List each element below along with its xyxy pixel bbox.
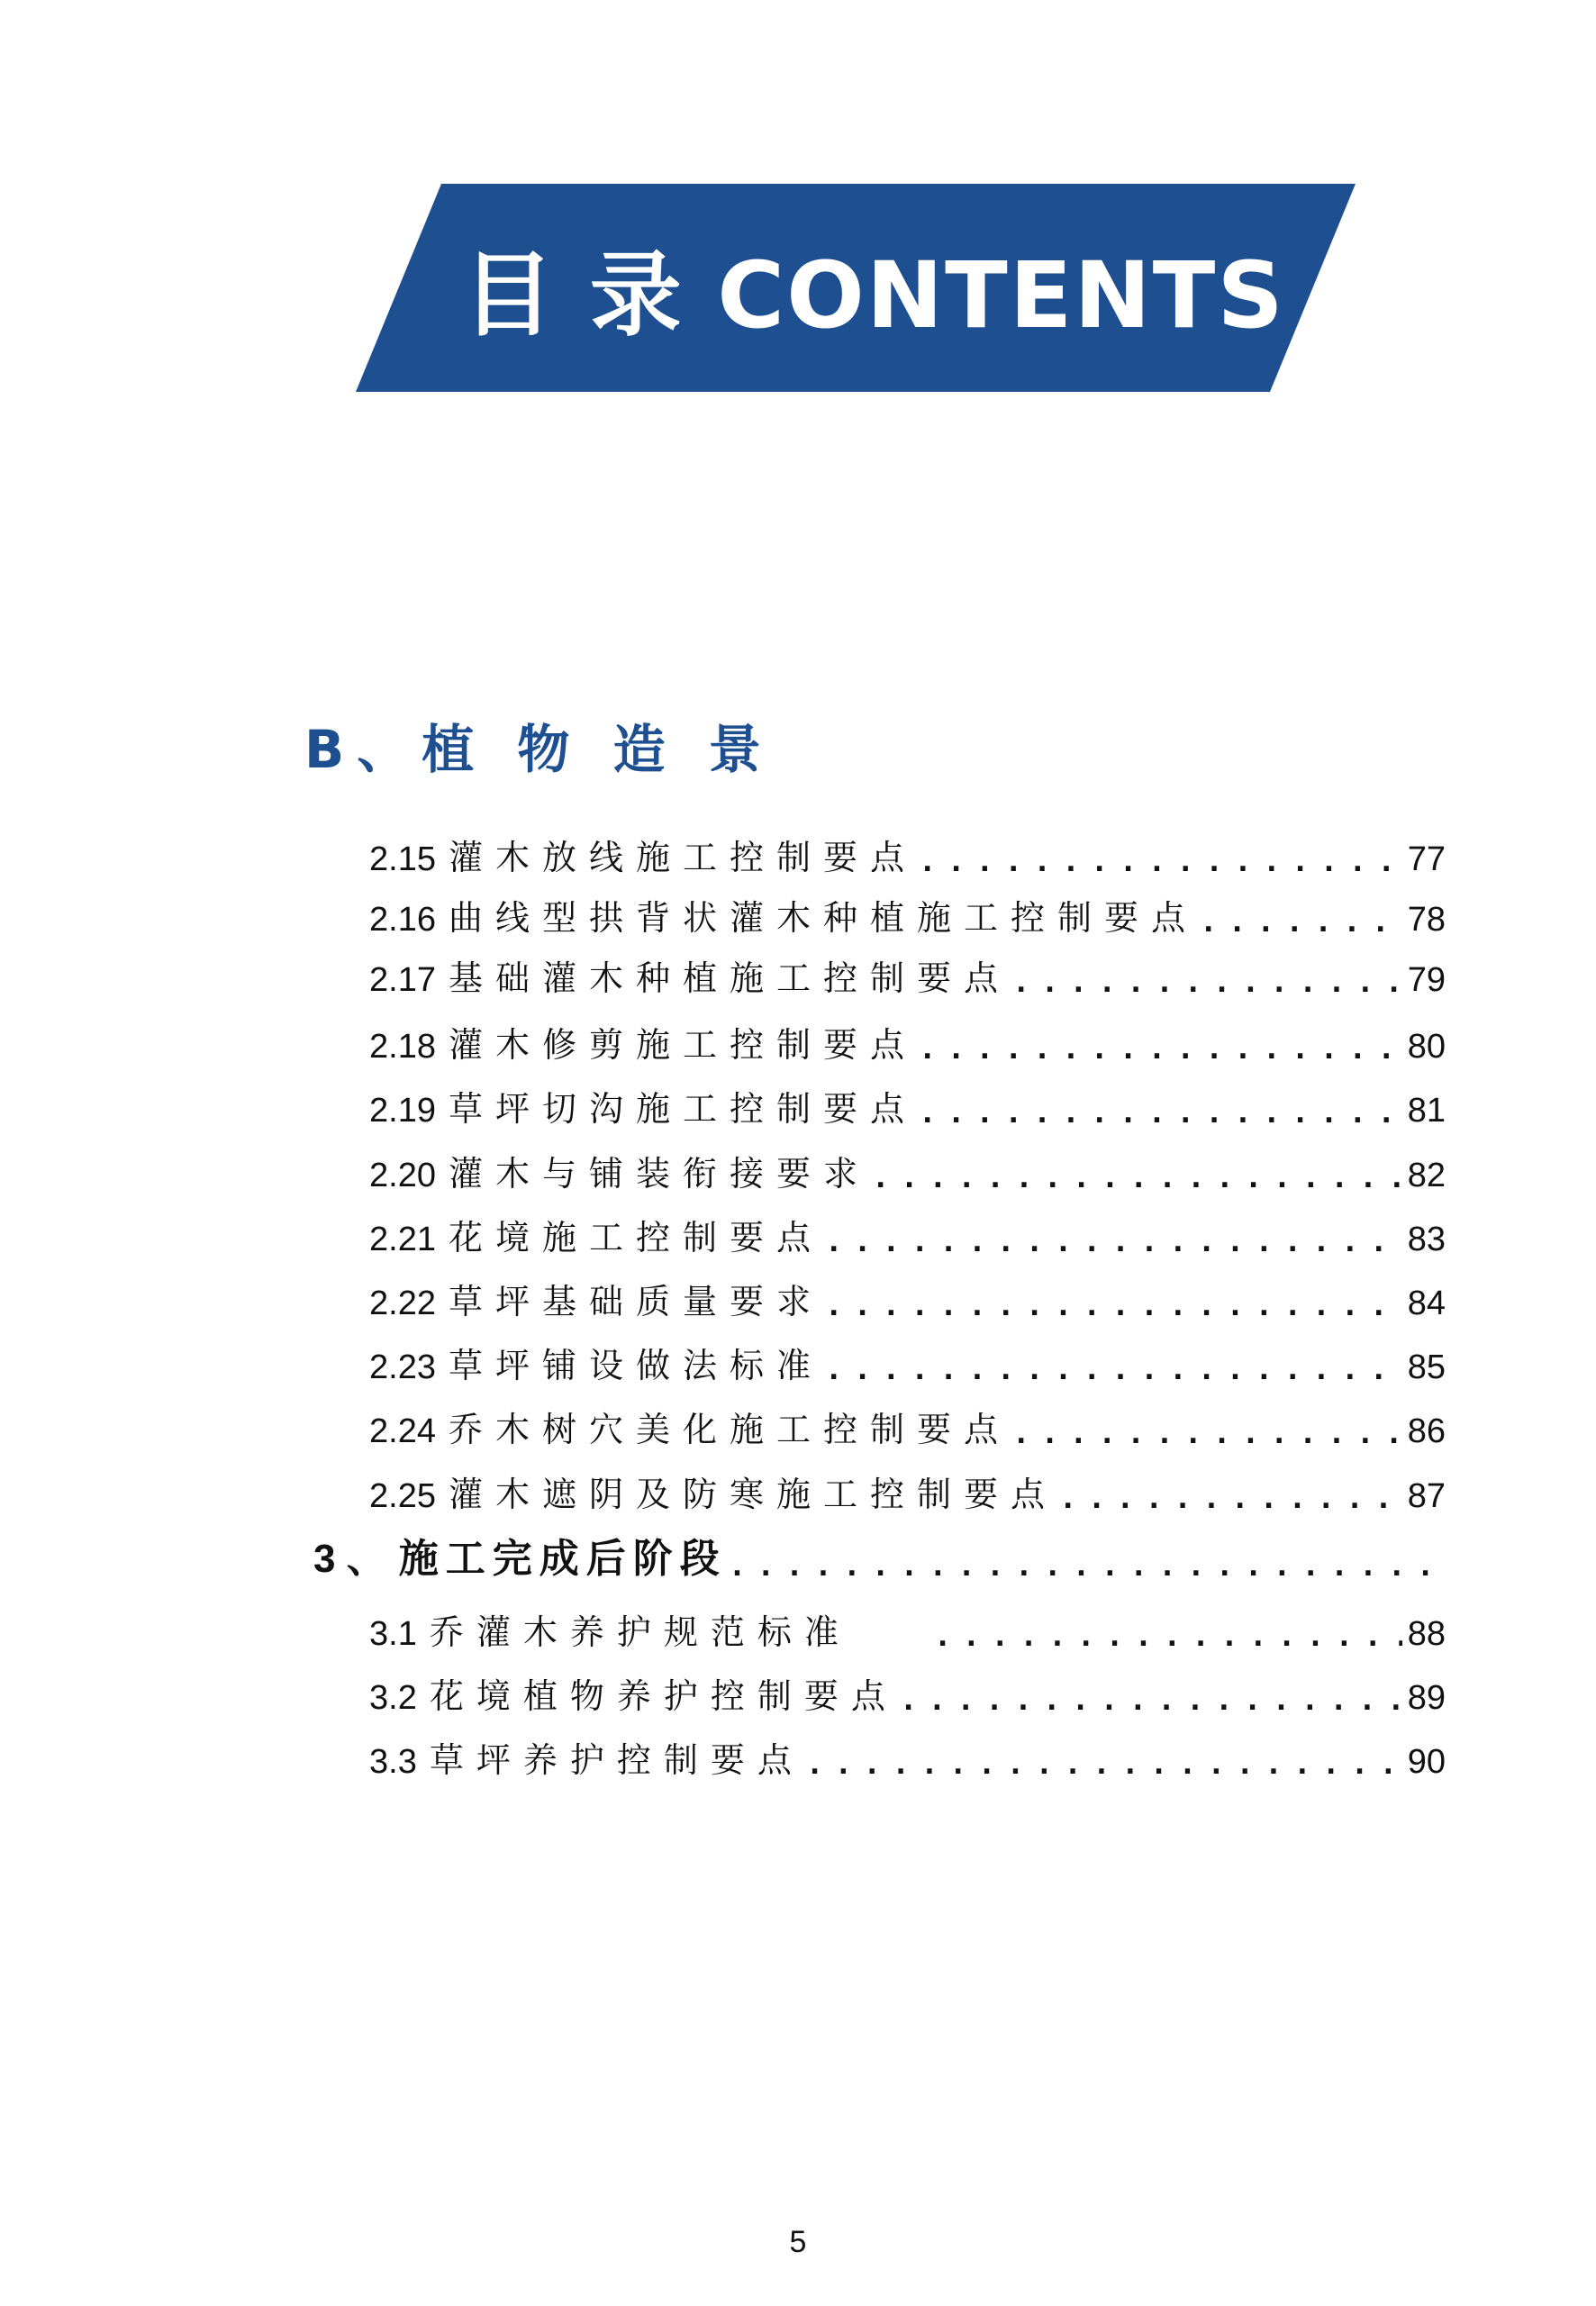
entry-page: 77 bbox=[1407, 840, 1446, 878]
toc-entry[interactable] bbox=[369, 1080, 1446, 1130]
entry-title: 灌木放线施工控制要点 bbox=[448, 838, 917, 877]
leader-dots bbox=[732, 1558, 1440, 1576]
chapter-number: 3 、 bbox=[313, 1537, 386, 1581]
entry-number: 2.21 bbox=[369, 1221, 436, 1258]
leader-dots bbox=[875, 1170, 1402, 1188]
entry-number: 2.19 bbox=[369, 1092, 436, 1130]
leader-dots bbox=[903, 1693, 1402, 1711]
section-title: B、植 物 造 景 bbox=[304, 719, 774, 780]
entry-number: 3.1 bbox=[369, 1615, 417, 1653]
entry-title: 草坪铺设做法标准 bbox=[448, 1346, 823, 1385]
entry-title: 花境植物养护控制要点 bbox=[429, 1676, 898, 1716]
entry-page: 80 bbox=[1407, 1028, 1446, 1066]
entry-number: 2.22 bbox=[369, 1285, 436, 1322]
leader-dots bbox=[922, 854, 1402, 872]
entry-number: 3.2 bbox=[369, 1679, 417, 1717]
leader-dots bbox=[829, 1362, 1402, 1380]
toc-entry[interactable] bbox=[369, 1466, 1446, 1516]
leader-dots bbox=[810, 1757, 1402, 1775]
entry-page: 86 bbox=[1407, 1412, 1446, 1450]
toc-entry[interactable] bbox=[369, 1603, 1446, 1654]
entry-title: 基础灌木种植施工控制要点 bbox=[448, 958, 1011, 998]
leader-dots bbox=[1016, 1426, 1402, 1444]
entry-page: 79 bbox=[1407, 961, 1446, 999]
leader-dots bbox=[1203, 914, 1402, 932]
entry-number: 2.23 bbox=[369, 1348, 436, 1386]
toc-entry[interactable] bbox=[369, 1016, 1446, 1067]
entry-page: 82 bbox=[1407, 1157, 1446, 1194]
toc-entry[interactable] bbox=[369, 829, 1446, 879]
entry-page: 87 bbox=[1407, 1477, 1446, 1515]
entry-page: 81 bbox=[1407, 1092, 1446, 1130]
leader-dots bbox=[922, 1041, 1402, 1059]
leader-dots bbox=[922, 1105, 1402, 1123]
entry-number: 2.20 bbox=[369, 1157, 436, 1194]
entry-title: 曲线型拱背状灌木种植施工控制要点 bbox=[448, 898, 1198, 938]
leader-dots bbox=[938, 1629, 1402, 1647]
toc-entry[interactable] bbox=[369, 1667, 1446, 1718]
entry-number: 2.16 bbox=[369, 901, 436, 939]
entry-title: 乔灌木养护规范标准 bbox=[429, 1612, 851, 1652]
chapter-title: 施工完成后阶段 bbox=[398, 1536, 727, 1582]
entry-number: 3.3 bbox=[369, 1743, 417, 1781]
entry-title: 草坪基础质量要求 bbox=[448, 1282, 823, 1321]
entry-title: 灌木修剪施工控制要点 bbox=[448, 1025, 917, 1065]
entry-title: 灌木遮阴及防寒施工控制要点 bbox=[448, 1475, 1057, 1514]
entry-page: 88 bbox=[1407, 1615, 1446, 1653]
toc-entry[interactable] bbox=[369, 1731, 1446, 1782]
entry-page: 78 bbox=[1407, 901, 1446, 939]
leader-dots bbox=[1063, 1491, 1402, 1509]
toc-entry[interactable] bbox=[369, 1145, 1446, 1195]
chapter-heading[interactable] bbox=[313, 1533, 1446, 1584]
contents-banner bbox=[356, 184, 1356, 392]
leader-dots bbox=[829, 1298, 1402, 1316]
entry-page: 89 bbox=[1407, 1679, 1446, 1717]
entry-title: 灌木与铺装衔接要求 bbox=[448, 1154, 870, 1194]
entry-title: 草坪切沟施工控制要点 bbox=[448, 1089, 917, 1129]
banner-title: 目 录 CONTENTS bbox=[462, 241, 1285, 350]
toc-entry[interactable] bbox=[369, 1273, 1446, 1323]
entry-title: 乔木树穴美化施工控制要点 bbox=[448, 1410, 1011, 1449]
entry-number: 2.18 bbox=[369, 1028, 436, 1066]
toc-entry[interactable] bbox=[369, 889, 1446, 940]
entry-number: 2.25 bbox=[369, 1477, 436, 1515]
entry-number: 2.24 bbox=[369, 1412, 436, 1450]
entry-title: 花境施工控制要点 bbox=[448, 1218, 823, 1257]
toc-entry[interactable] bbox=[369, 949, 1446, 1000]
leader-dots bbox=[1016, 975, 1402, 993]
entry-page: 90 bbox=[1407, 1743, 1446, 1781]
toc-entry[interactable] bbox=[369, 1209, 1446, 1259]
entry-page: 85 bbox=[1407, 1348, 1446, 1386]
entry-title: 草坪养护控制要点 bbox=[429, 1740, 804, 1780]
entry-page: 84 bbox=[1407, 1285, 1446, 1322]
entry-page: 83 bbox=[1407, 1221, 1446, 1258]
entry-number: 2.15 bbox=[369, 840, 436, 878]
entry-number: 2.17 bbox=[369, 961, 436, 999]
leader-dots bbox=[829, 1234, 1402, 1252]
toc-entry[interactable] bbox=[369, 1401, 1446, 1451]
page-number: 5 bbox=[789, 2225, 807, 2259]
toc-entry[interactable] bbox=[369, 1337, 1446, 1387]
